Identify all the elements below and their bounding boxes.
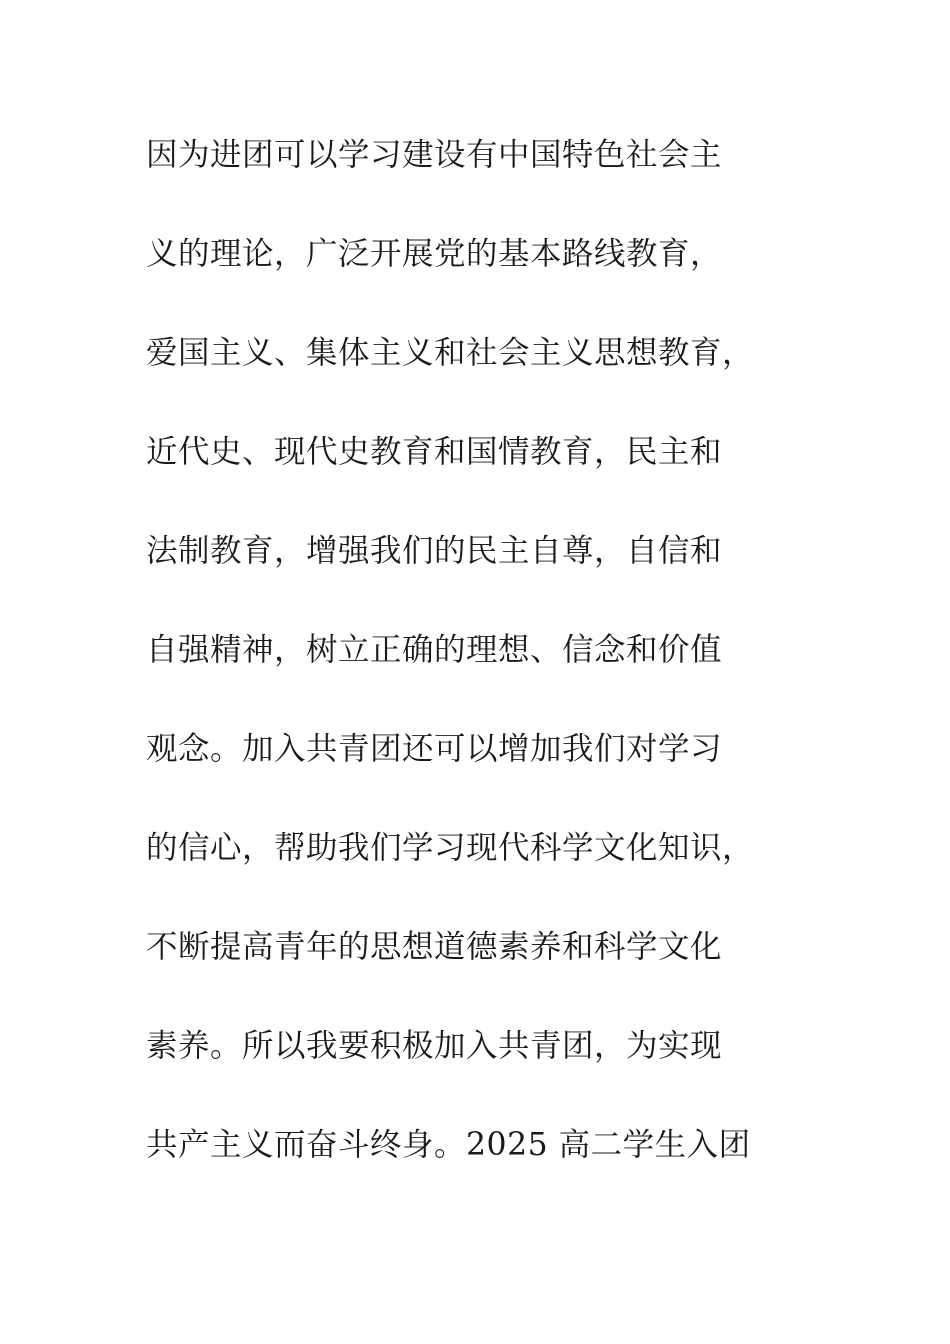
text-line: 共产主义而奋斗终身。2025 高二学生入团 [146, 1127, 751, 1163]
body-paragraph [146, 128, 806, 1217]
text-line: 近代史、现代史教育和国情教育，民主和 [146, 434, 723, 470]
text-line: 观念。加入共青团还可以增加我们对学习 [146, 731, 723, 767]
text-line: 素养。所以我要积极加入共青团，为实现 [146, 1028, 723, 1064]
text-line: 自强精神，树立正确的理想、信念和价值 [146, 632, 723, 668]
text-line: 的信心，帮助我们学习现代科学文化知识， [146, 830, 755, 866]
text-line: 法制教育，增强我们的民主自尊，自信和 [146, 533, 723, 569]
text-line: 不断提高青年的思想道德素养和科学文化 [146, 929, 723, 965]
text-line: 义的理论，广泛开展党的基本路线教育， [146, 236, 723, 272]
text-line: 爱国主义、集体主义和社会主义思想教育， [146, 335, 755, 371]
text-line: 因为进团可以学习建设有中国特色社会主 [146, 137, 723, 173]
